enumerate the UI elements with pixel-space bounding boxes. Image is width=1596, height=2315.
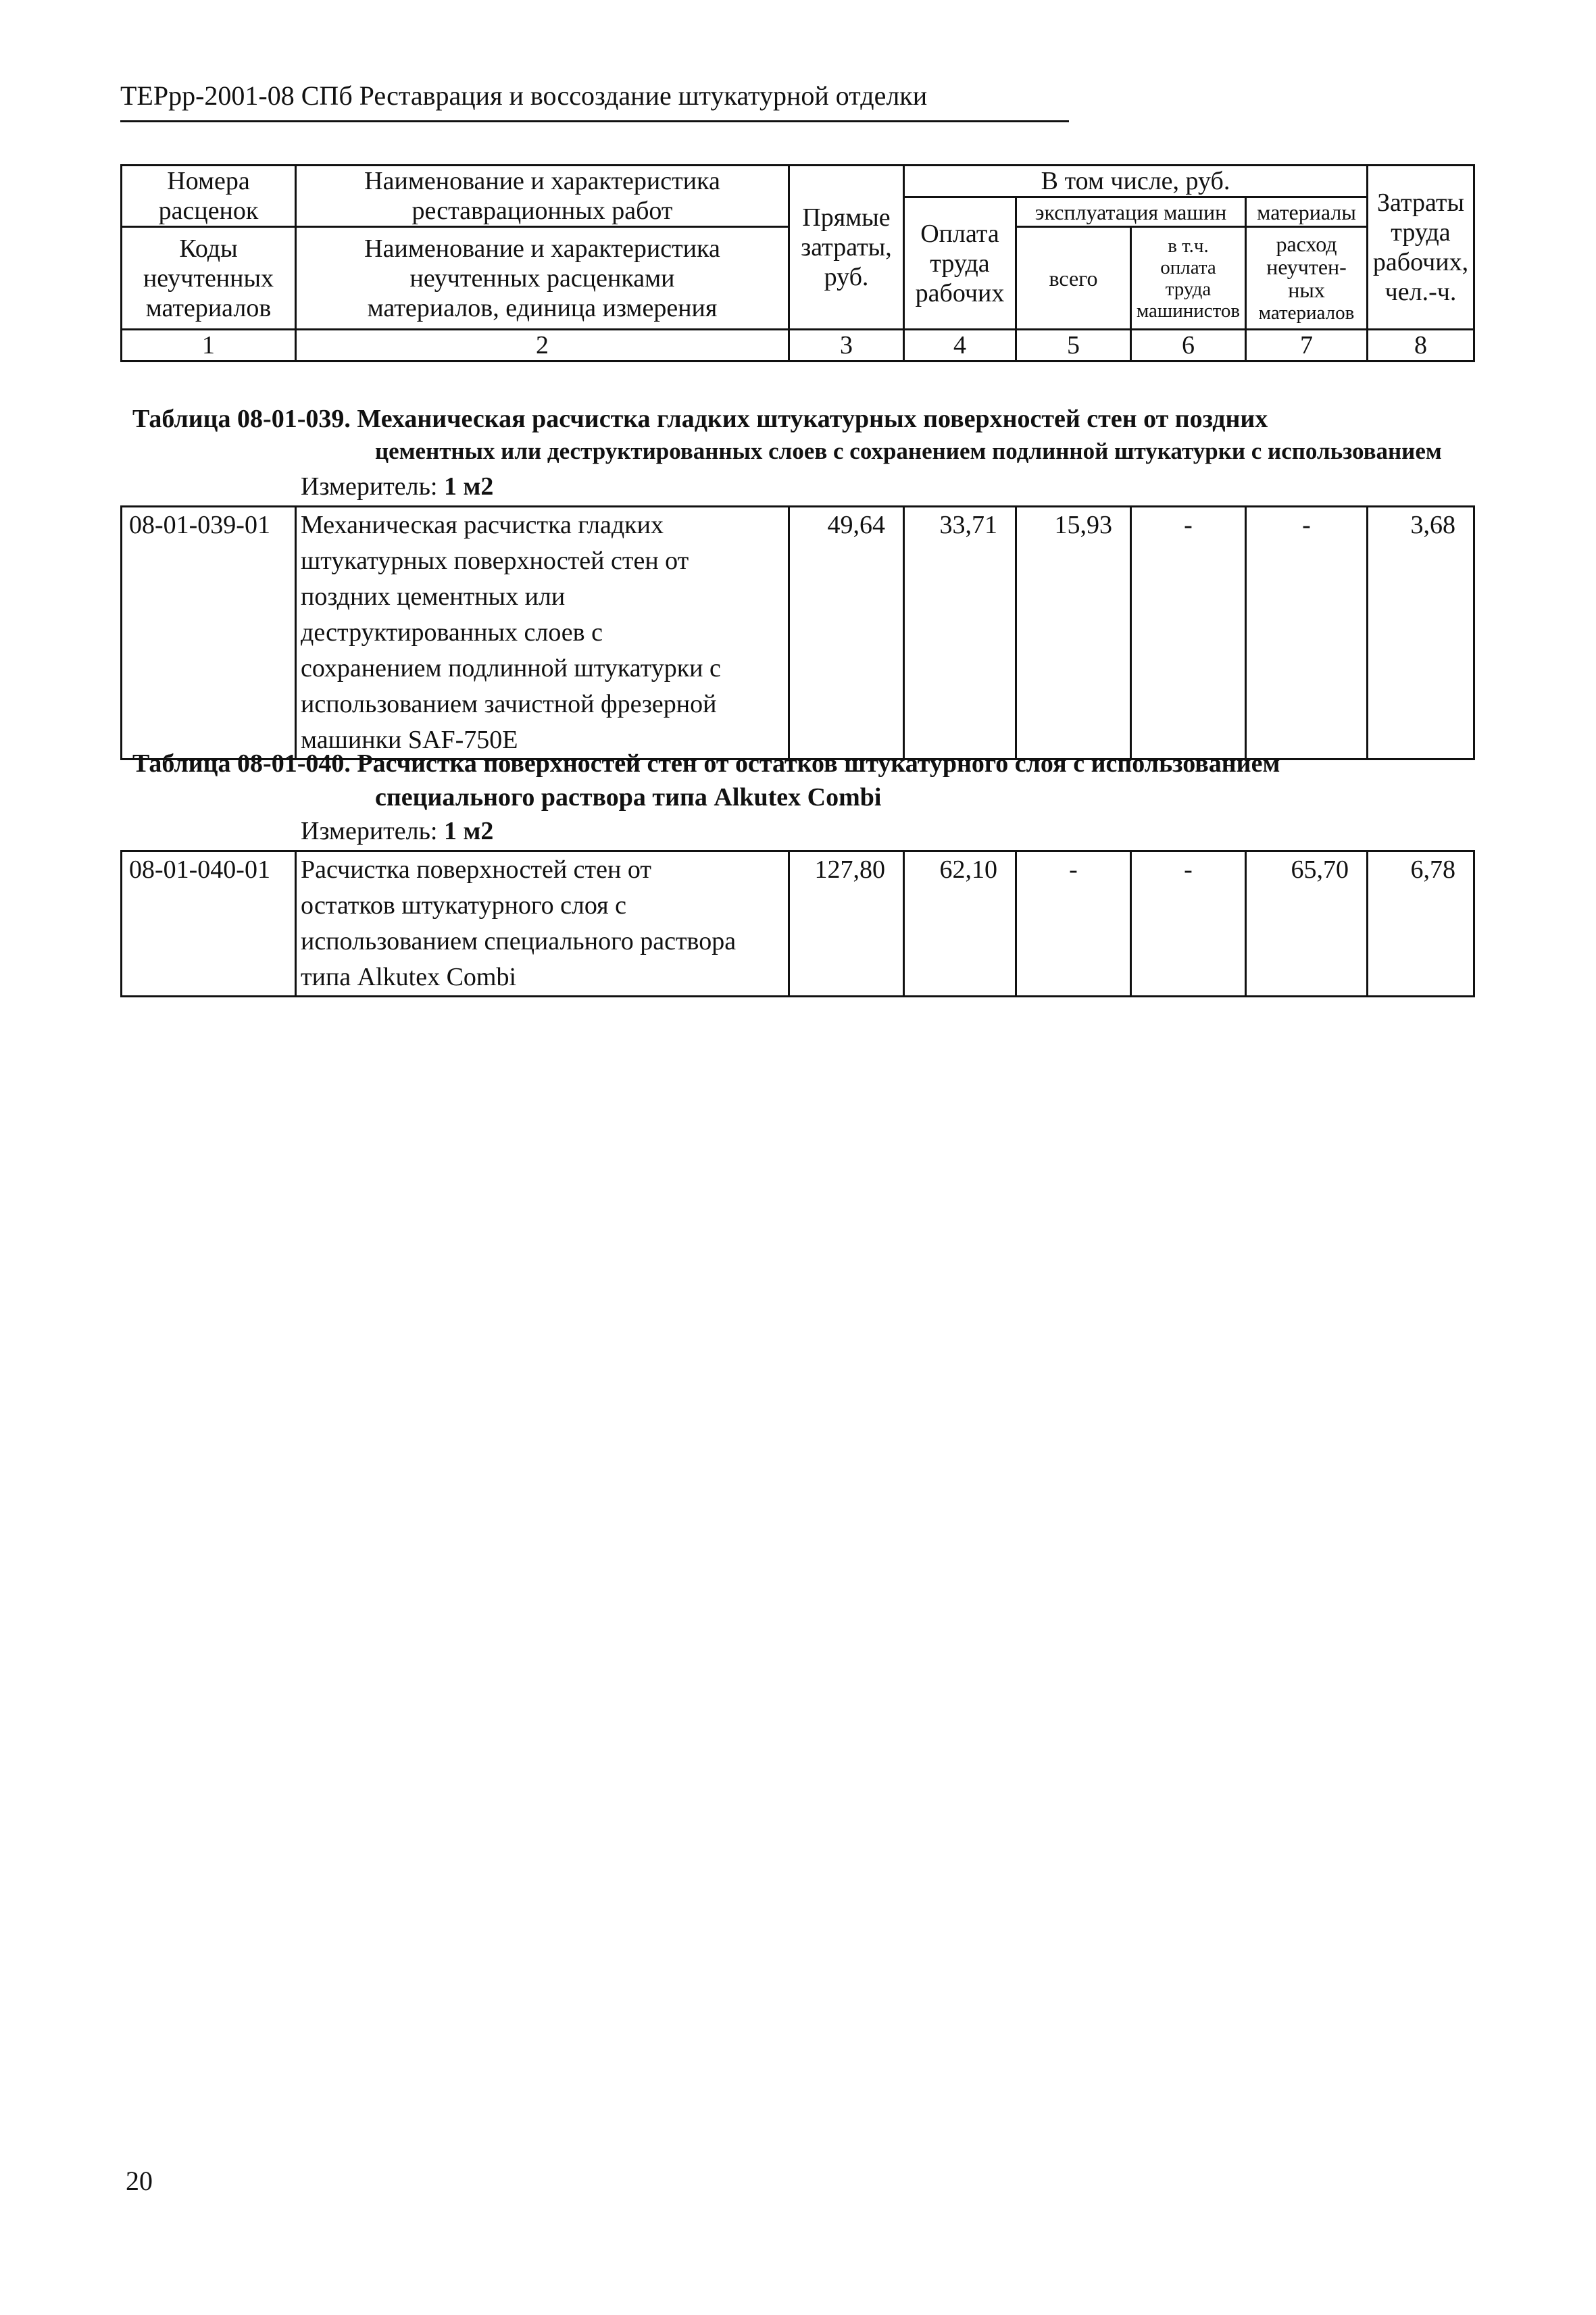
materials-cost: - [1246, 507, 1368, 760]
col-number: 6 [1131, 330, 1246, 362]
rate-table-039 [120, 505, 1475, 760]
col-number: 8 [1368, 330, 1474, 362]
machinist-pay: - [1131, 851, 1246, 997]
materials-group-header: материалы [1246, 197, 1368, 227]
col-1-top-header: Номера расценок [122, 166, 296, 227]
col-number: 7 [1246, 330, 1368, 362]
rate-code: 08-01-040-01 [122, 851, 296, 997]
col-number: 3 [789, 330, 904, 362]
col-7-header: расход неучтен- ных материалов [1246, 227, 1368, 330]
meter-value: 1 м2 [444, 472, 494, 501]
col-2-top-header: Наименование и характеристика реставрационных работ [296, 166, 789, 227]
rate-table-040 [120, 850, 1475, 997]
machines-total: - [1016, 851, 1131, 997]
page-header: ТЕРрр-2001-08 СПб Реставрация и воссоздание штукатурной отделки [120, 80, 928, 111]
col-number: 1 [122, 330, 296, 362]
labor-hours: 3,68 [1368, 507, 1474, 760]
labor-pay: 33,71 [904, 507, 1016, 760]
machines-group-header: эксплуатация машин [1016, 197, 1246, 227]
meter [301, 816, 493, 846]
work-description: Расчистка поверхностей стен от остатков штукатурного слоя с использованием специального раствора типа Alkutex Combi [296, 851, 789, 997]
labor-hours: 6,78 [1368, 851, 1474, 997]
table-row [122, 507, 1474, 760]
meter-label: Измеритель: [301, 817, 444, 845]
col-8-header: Затраты труда рабочих, чел.-ч. [1368, 166, 1474, 330]
meter-value: 1 м2 [444, 817, 494, 845]
col-4-header: Оплата труда рабочих [904, 197, 1016, 330]
table-caption: Таблица 08-01-039. Механическая расчистка гладких штукатурных поверхностей стен от поздних [132, 405, 1268, 433]
col-number: 2 [296, 330, 789, 362]
col-5-header: всего [1016, 227, 1131, 330]
page-number: 20 [126, 2166, 153, 2196]
table-caption-continued: специального раствора типа Alkutex Combi [375, 783, 882, 812]
col-2-bottom-header: Наименование и характеристика неучтенных расценками материалов, единица измерения [296, 227, 789, 330]
including-group-header: В том числе, руб. [904, 166, 1368, 197]
machinist-pay: - [1131, 507, 1246, 760]
work-description: Механическая расчистка гладких штукатурных поверхностей стен от поздних цементных или деструктированных слоев с сохранением подлинной штукатурки с использованием зачистной фрезерной машинки SAF-750E [296, 507, 789, 760]
machines-total: 15,93 [1016, 507, 1131, 760]
col-6-header: в т.ч. оплата труда машинистов [1131, 227, 1246, 330]
labor-pay: 62,10 [904, 851, 1016, 997]
direct-costs: 127,80 [789, 851, 904, 997]
column-header-table [120, 164, 1475, 362]
meter-label: Измеритель: [301, 472, 444, 501]
header-rule [120, 120, 1069, 122]
table-caption-continued: цементных или деструктированных слоев с сохранением подлинной штукатурки с использованием [375, 438, 1442, 464]
col-3-header: Прямые затраты, руб. [789, 166, 904, 330]
col-number: 5 [1016, 330, 1131, 362]
col-number: 4 [904, 330, 1016, 362]
col-1-bottom-header: Коды неучтенных материалов [122, 227, 296, 330]
table-row [122, 851, 1474, 997]
materials-cost: 65,70 [1246, 851, 1368, 997]
table-caption: Таблица 08-01-040. Расчистка поверхностей стен от остатков штукатурного слоя с использованием [132, 749, 1280, 778]
meter [301, 472, 493, 501]
rate-code: 08-01-039-01 [122, 507, 296, 760]
direct-costs: 49,64 [789, 507, 904, 760]
